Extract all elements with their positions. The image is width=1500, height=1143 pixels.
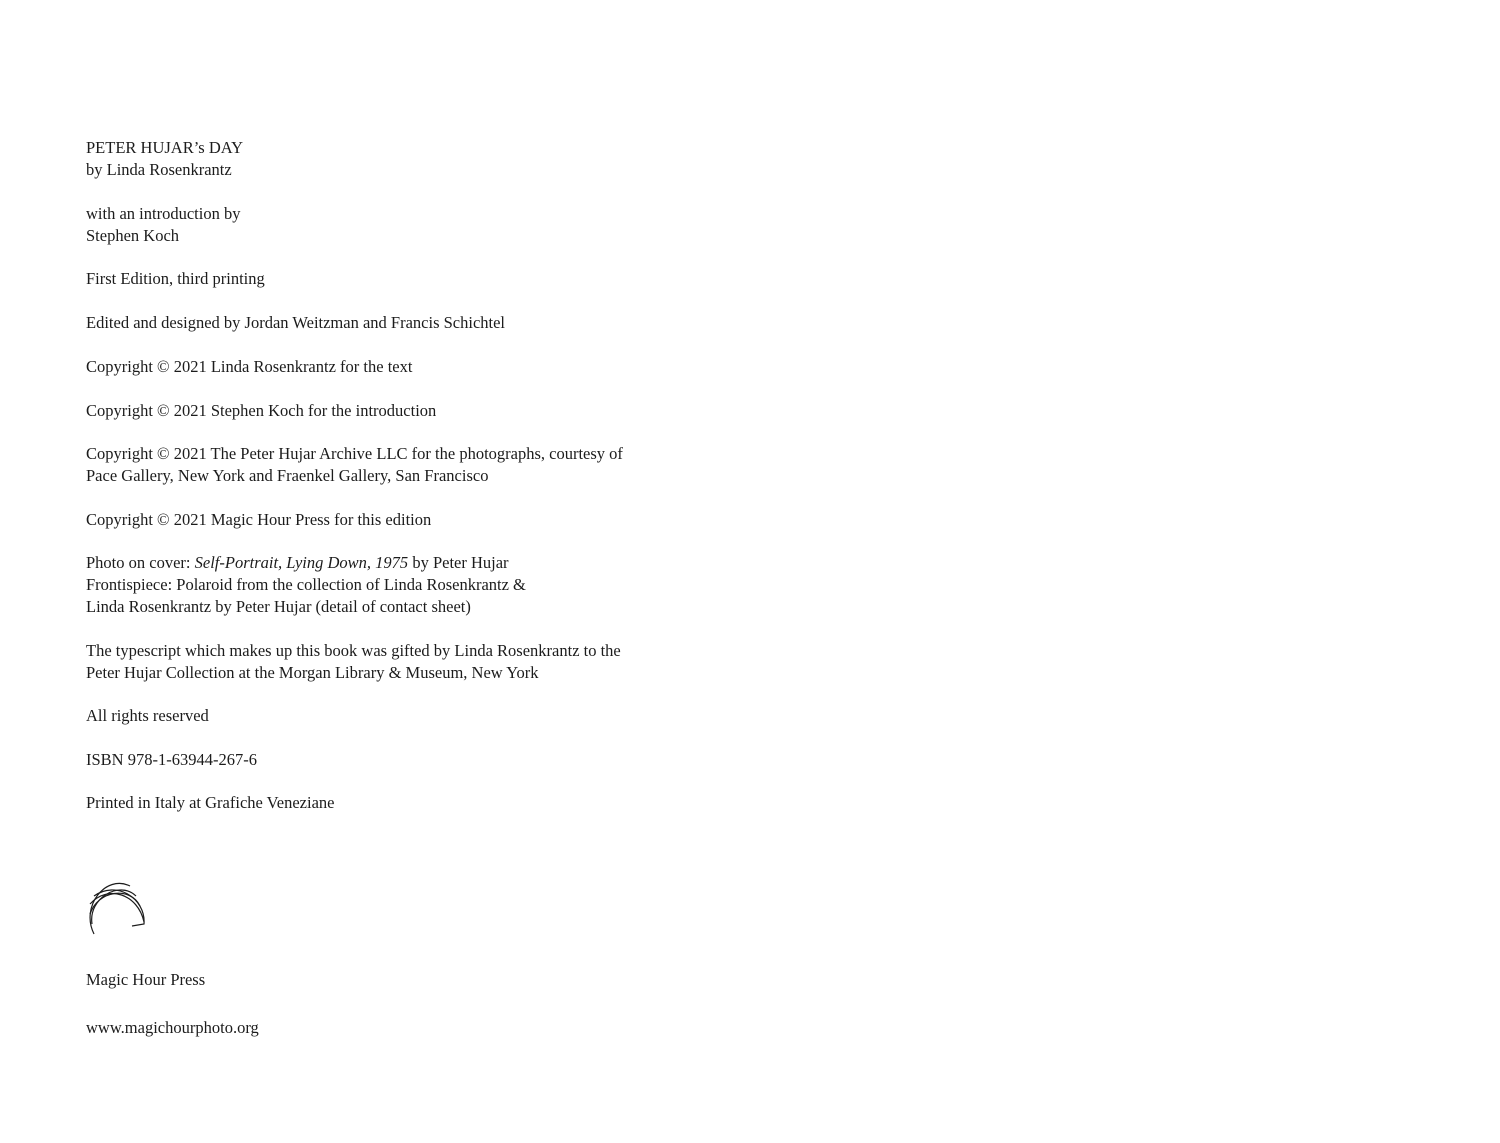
introduction-credit-line-1: with an introduction by — [86, 204, 241, 223]
isbn-line: ISBN 978-1-63944-267-6 — [86, 750, 257, 769]
rights-line: All rights reserved — [86, 706, 209, 725]
publisher-website: www.magichourphoto.org — [86, 1018, 259, 1037]
copyright-photographs-line-1: Copyright © 2021 The Peter Hujar Archive LLC for the photographs, courtesy of — [86, 444, 623, 463]
publisher-name: Magic Hour Press — [86, 970, 206, 989]
typescript-note-line-2: Peter Hujar Collection at the Morgan Library & Museum, New York — [86, 663, 539, 682]
cover-photo-credit — [86, 552, 706, 574]
photo-credits — [86, 552, 706, 618]
printer-line: Printed in Italy at Grafiche Veneziane — [86, 793, 335, 812]
logo-arcs — [90, 883, 144, 934]
copyright-text: Copyright © 2021 Linda Rosenkrantz for the text — [86, 357, 413, 376]
copyright-introduction: Copyright © 2021 Stephen Koch for the introduction — [86, 401, 437, 420]
typescript-note — [86, 640, 706, 684]
book-title: PETER HUJAR’s DAY — [86, 138, 244, 157]
title-block — [86, 137, 706, 181]
cover-photo-title: Self-Portrait, Lying Down, 1975 — [194, 553, 409, 572]
introduction-author: Stephen Koch — [86, 226, 180, 245]
logo-arcs-svg — [86, 876, 148, 938]
frontispiece-credit-line-1: Frontispiece: Polaroid from the collection of Linda Rosenkrantz & — [86, 575, 526, 594]
book-author: by Linda Rosenkrantz — [86, 160, 232, 179]
introduction-credit — [86, 203, 706, 247]
magic-hour-press-logo-icon — [86, 876, 148, 938]
edition-line: First Edition, third printing — [86, 269, 265, 288]
copyright-photographs-line-2: Pace Gallery, New York and Fraenkel Gallery, San Francisco — [86, 466, 489, 485]
frontispiece-credit-line-2: Linda Rosenkrantz by Peter Hujar (detail of contact sheet) — [86, 597, 471, 616]
copyright-photographs — [86, 443, 706, 487]
cover-credit-prefix: Photo on cover: — [86, 553, 195, 572]
typescript-note-line-1: The typescript which makes up this book was gifted by Linda Rosenkrantz to the — [86, 641, 621, 660]
copyright-edition: Copyright © 2021 Magic Hour Press for this edition — [86, 510, 432, 529]
logo-arc-4 — [90, 894, 144, 922]
cover-credit-suffix: by Peter Hujar — [408, 553, 509, 572]
logo-arc-1 — [90, 883, 130, 934]
editors-line: Edited and designed by Jordan Weitzman and Francis Schichtel — [86, 313, 506, 332]
